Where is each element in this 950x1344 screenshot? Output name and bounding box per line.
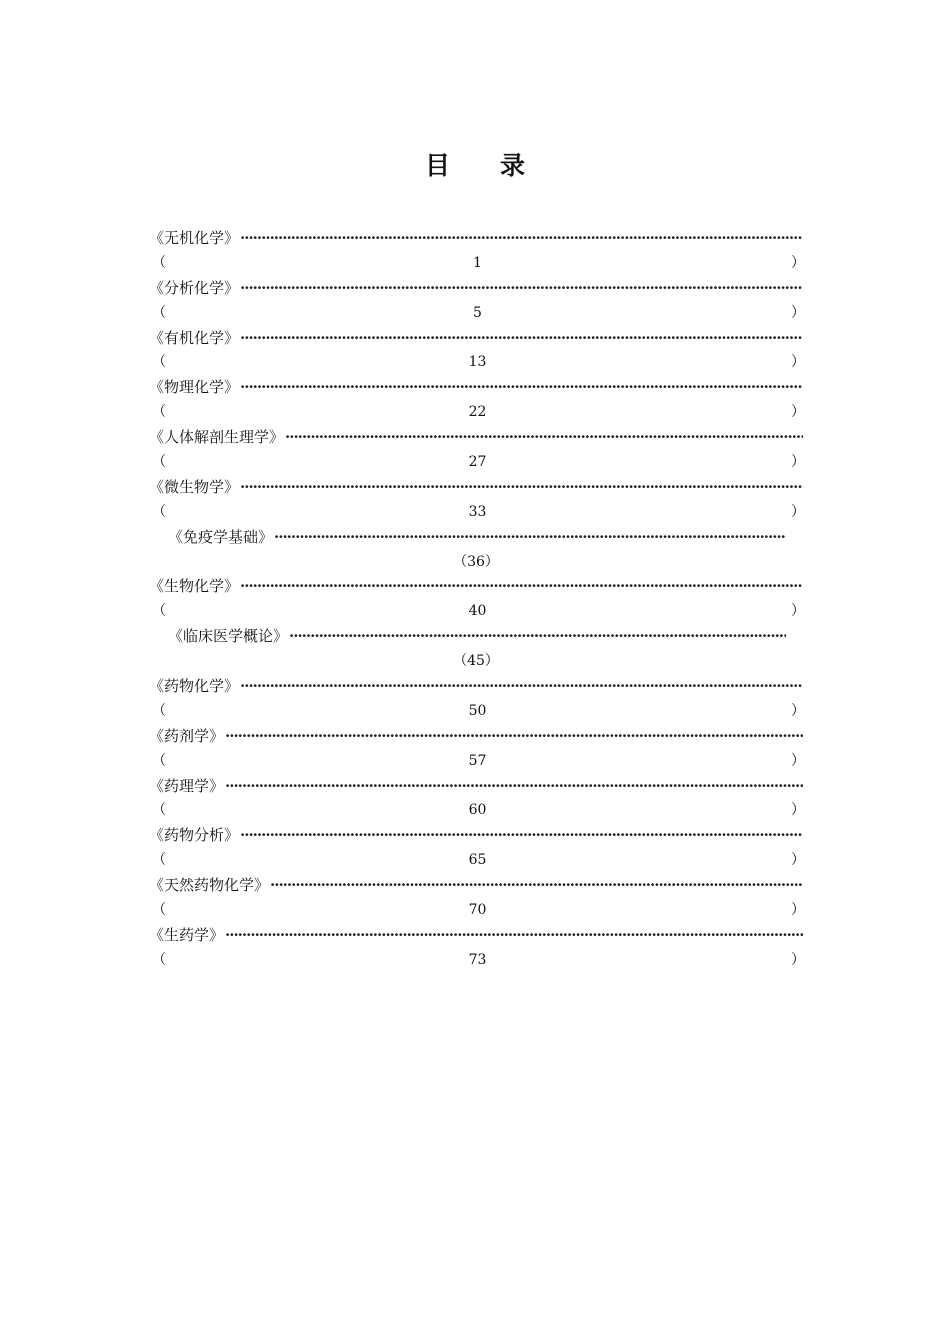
dot-leader	[289, 624, 786, 649]
toc-entry-title: 《生物化学》	[149, 577, 240, 596]
toc-page-number: 70	[468, 902, 487, 919]
open-paren: （	[152, 702, 166, 719]
close-paren: ）	[791, 304, 805, 321]
dot-leader	[240, 375, 803, 400]
dot-leader	[270, 873, 803, 898]
dot-leader	[274, 525, 786, 550]
toc-entry-title: 《人体解剖生理学》	[149, 428, 285, 447]
toc-page-line	[149, 350, 803, 375]
close-paren: ）	[791, 354, 805, 371]
toc-entry[interactable]	[149, 326, 803, 351]
toc-entry[interactable]	[149, 375, 803, 400]
open-paren: （	[152, 304, 166, 321]
open-paren: （	[152, 254, 166, 271]
dot-leader	[285, 425, 803, 450]
toc-entry-title: 《临床医学概论》	[168, 627, 289, 646]
toc-page-line	[149, 450, 803, 475]
toc-entry-title: 《有机化学》	[149, 328, 240, 347]
dot-leader	[240, 674, 803, 699]
toc-page-line	[149, 251, 803, 276]
toc-entry[interactable]	[149, 724, 803, 749]
toc-entry-title: 《药物化学》	[149, 677, 240, 696]
toc-entry-title: 《物理化学》	[149, 378, 240, 397]
close-paren: ）	[791, 454, 805, 471]
toc-entry[interactable]	[149, 624, 786, 649]
dot-leader	[240, 226, 803, 251]
toc-page-number: 13	[468, 354, 487, 371]
open-paren: （	[152, 951, 166, 968]
dot-leader	[225, 724, 803, 749]
toc-entry[interactable]	[149, 276, 803, 301]
close-paren: ）	[791, 404, 805, 421]
toc-entry-title: 《药理学》	[149, 776, 225, 795]
open-paren: （	[152, 603, 166, 620]
toc-entry[interactable]	[149, 674, 803, 699]
toc-page-line	[149, 948, 803, 973]
toc-entry[interactable]	[149, 425, 803, 450]
toc-page-number: （45）	[453, 653, 499, 670]
page-title	[0, 146, 950, 182]
close-paren: ）	[791, 503, 805, 520]
open-paren: （	[152, 354, 166, 371]
toc-page-number: 60	[468, 802, 487, 819]
toc-page-number: 40	[468, 603, 487, 620]
open-paren: （	[152, 404, 166, 421]
toc-entry[interactable]	[149, 923, 803, 948]
toc-page-number: 73	[468, 951, 487, 968]
close-paren: ）	[791, 254, 805, 271]
toc-page-number: 5	[473, 304, 482, 321]
toc-page-number: 27	[468, 454, 487, 471]
close-paren: ）	[791, 802, 805, 819]
open-paren: （	[152, 902, 166, 919]
toc-entry[interactable]	[149, 823, 803, 848]
toc-page-number: 50	[468, 702, 487, 719]
toc-page-line	[149, 500, 803, 525]
toc-page-line	[149, 599, 803, 624]
toc-page-line	[149, 301, 803, 326]
close-paren: ）	[791, 603, 805, 620]
toc-entry-title: 《微生物学》	[149, 477, 240, 496]
dot-leader	[240, 823, 803, 848]
dot-leader	[225, 774, 803, 799]
toc-page-number: 57	[468, 752, 487, 769]
table-of-contents	[149, 226, 803, 973]
toc-page-line	[149, 749, 803, 774]
toc-entry-title: 《免疫学基础》	[168, 527, 274, 546]
toc-entry-title: 《无机化学》	[149, 229, 240, 247]
close-paren: ）	[791, 902, 805, 919]
open-paren: （	[152, 802, 166, 819]
close-paren: ）	[791, 852, 805, 869]
open-paren: （	[152, 454, 166, 471]
title-char-1: 目	[424, 151, 450, 180]
dot-leader	[240, 574, 803, 599]
toc-page-line	[149, 699, 803, 724]
dot-leader	[240, 475, 803, 500]
toc-entry[interactable]	[149, 774, 803, 799]
toc-entry[interactable]	[149, 475, 803, 500]
toc-entry[interactable]	[149, 525, 786, 550]
toc-page-line	[149, 400, 803, 425]
close-paren: ）	[791, 702, 805, 719]
toc-entry[interactable]	[149, 873, 803, 898]
open-paren: （	[152, 852, 166, 869]
toc-page-number: （36）	[453, 553, 499, 570]
dot-leader	[240, 276, 803, 301]
dot-leader	[240, 326, 803, 351]
toc-page-line	[149, 898, 803, 923]
toc-page-number: 33	[468, 503, 487, 520]
title-char-2: 录	[500, 151, 526, 180]
toc-entry-title: 《分析化学》	[149, 278, 240, 297]
toc-entry[interactable]	[149, 226, 803, 251]
toc-page-line	[149, 798, 803, 823]
toc-page-number: 22	[468, 404, 487, 421]
toc-page-number: 65	[468, 852, 487, 869]
close-paren: ）	[791, 951, 805, 968]
toc-entry-title: 《药剂学》	[149, 726, 225, 745]
open-paren: （	[152, 752, 166, 769]
toc-entry-title: 《生药学》	[149, 925, 225, 944]
toc-entry[interactable]	[149, 574, 803, 599]
close-paren: ）	[791, 752, 805, 769]
dot-leader	[225, 923, 803, 948]
toc-entry-title: 《天然药物化学》	[149, 876, 270, 895]
open-paren: （	[152, 503, 166, 520]
toc-page-number: 1	[473, 254, 482, 271]
toc-entry-title: 《药物分析》	[149, 826, 240, 845]
toc-page-line	[149, 848, 803, 873]
